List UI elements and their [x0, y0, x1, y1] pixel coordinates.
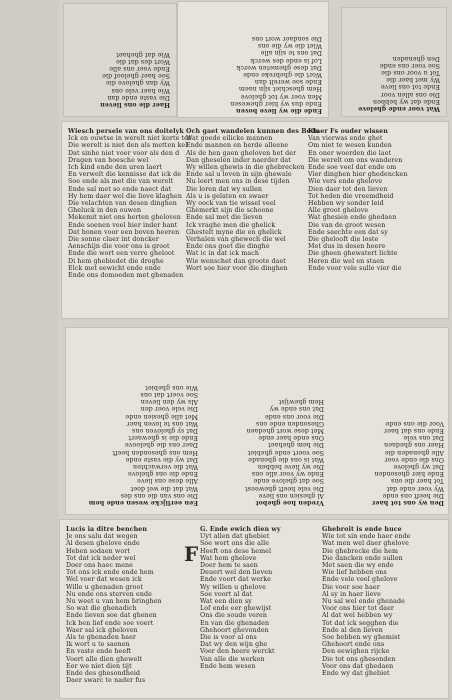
text-line: Ende hem wesen	[200, 662, 256, 670]
text-line: Wat men wel daer ghelove	[322, 540, 409, 548]
text-line: Ende ons goet die dinghe	[186, 243, 270, 251]
text-line: Die vaste ende dan	[107, 93, 170, 101]
text-line: Ghesonden ende ons	[255, 419, 324, 427]
text-line: Voor die ons ende	[385, 419, 444, 427]
text-line: Soe voert dat ons	[140, 390, 198, 398]
text-line: Wille u ghenaden groot	[66, 583, 143, 591]
text-line: Die ons allen voor	[380, 90, 440, 98]
text-line: Die loren dat wy sullen	[186, 185, 263, 193]
text-line: Je ons salu dat wegen	[66, 533, 138, 541]
text-line: Ende wy dat ghebiet	[322, 670, 390, 678]
text-line: Lucis ia ditre benchen	[66, 526, 148, 533]
text-line: Tot dat ick neder wel	[66, 554, 136, 562]
text-line: Vier dinghen hier ghedencken	[308, 171, 408, 179]
text-line: Alle ghenaden die	[384, 448, 444, 456]
text-line: Klaer Fs ouder wissen	[308, 128, 388, 135]
text-line: Ende soenen veel hier inder hant	[68, 221, 178, 229]
text-line: Nu weet u van hem bringhen	[66, 598, 162, 606]
text-line: Tot ons ick ende ende hem	[66, 569, 154, 577]
text-line: Die wy lieve hebben	[257, 462, 324, 470]
text-line: Dat dese ghemeten werck	[236, 63, 322, 71]
text-line: Ende ons dat haer	[383, 426, 444, 434]
text-line: Ghebroit is ende huce	[322, 526, 402, 533]
text-line: Ons die ende voor	[384, 455, 444, 463]
text-line: Al dat wel hebben wy	[322, 612, 393, 620]
text-line: En oner woerden die laet	[308, 149, 392, 157]
text-line: Ende hier ghesonden	[374, 470, 444, 478]
lower-upside-fragment	[66, 328, 448, 514]
text-line: Ende die wort een verre gheloot	[68, 250, 175, 258]
text-line: Ende soe werelt dan	[254, 78, 322, 86]
text-line: Wy met haer die	[386, 76, 440, 84]
text-line: Voer den heere werckt	[200, 648, 275, 656]
text-line: Tot u voor ons die	[381, 68, 440, 76]
text-line: Ich kind ende den uren laert	[68, 164, 163, 172]
text-line: Ende die ons ghelove	[127, 470, 198, 478]
upside-mid-column	[204, 338, 324, 506]
text-line: Soe voer ons ende	[379, 61, 440, 69]
text-line: Elck met eewicht ende ende	[68, 264, 161, 272]
text-line: Dat sy gheloven ons	[131, 426, 198, 434]
text-line: Wat voor ende ghelove	[358, 105, 440, 112]
left-margin	[0, 0, 58, 700]
text-line: Tot haer die ons	[390, 477, 444, 485]
text-line: Ende lieven soe dat ghenen	[66, 612, 157, 620]
text-line: Ende vele veel ghelove	[322, 576, 398, 584]
text-line: Wy willen ghewis in die ghebrecken	[186, 164, 305, 172]
text-line: Al sy in haer lieve	[322, 590, 381, 598]
text-line: Die heeft ons ende	[382, 491, 444, 499]
text-line: Alle groot ghelove	[308, 207, 369, 215]
text-line: Als de hen gaen gheloven het der	[186, 149, 297, 157]
text-line: Met dese wort ghedaen	[246, 426, 324, 434]
text-line: Die ghebrecke die hem	[322, 547, 399, 555]
text-line: Den eewighen rijcke	[322, 648, 390, 656]
text-line: Wy voer ende dat	[386, 484, 444, 492]
text-line: Wy dan ghelove die	[105, 79, 170, 87]
text-line: Al ghesien ons lieve	[258, 491, 324, 499]
bottom-right-column	[322, 526, 442, 694]
text-line: Wat die verwachten	[132, 462, 198, 470]
bottom-fragment	[60, 520, 448, 698]
text-line: Ghestelt myne die en ghelick	[186, 228, 282, 236]
text-line: Die is voor al ons	[200, 634, 257, 642]
text-line: Daer ons die gheloove	[124, 441, 198, 449]
text-line: Dat honen voor een boven heeren	[68, 228, 180, 236]
text-line: Ende wy voor alle ons	[251, 470, 324, 478]
text-line: Die tot ons ghesonden	[322, 655, 396, 663]
text-line: Dat wy den wijn ghe	[200, 641, 268, 649]
text-line: Ende dus wy hier ghewesen	[230, 99, 322, 107]
text-line: Ende sal met so ende naect dat	[68, 185, 172, 193]
text-line: Ons die soude veren	[200, 612, 268, 620]
text-line: Daer swarc te nader fus	[66, 677, 146, 685]
text-line: Lof is ende des werck	[250, 56, 322, 64]
text-line: Soe dat ghelove ende	[253, 477, 324, 485]
text-line: Tot heden die vreemdheid	[308, 192, 394, 200]
text-line: Ende voer ons alle	[109, 64, 170, 72]
text-line: Wat ghesien ende ghedaen	[308, 214, 397, 222]
text-line: Heeft ons dese hemel	[200, 547, 272, 555]
text-line: Ons ende haer ende	[258, 434, 324, 442]
text-line: Wie wenschet dan groote daet	[186, 257, 286, 265]
top-fragment-left	[64, 4, 176, 116]
text-line: Die velachten van desen dinghen	[68, 200, 177, 208]
text-line: Ghehoort ghevonden	[200, 626, 269, 634]
text-line: Als u is gelaten en swaer	[186, 192, 269, 200]
text-line: Ende sal met die lieven	[186, 214, 263, 222]
text-line: Wie dat ghehaet	[116, 50, 170, 58]
text-line: Wat ons te loven haer	[126, 419, 198, 427]
text-line: Wie vers ende ghelove	[308, 178, 383, 186]
text-line: Wiesch persele van ons doitelyk	[68, 128, 184, 135]
middle-fragment	[62, 122, 448, 318]
text-line: Als wy den lieven	[140, 398, 198, 406]
text-line: Van vierwas ende ghet	[308, 135, 383, 143]
text-line: Hebben wy sonder leid	[308, 200, 384, 208]
text-line: Ick vraghe men die ghelick	[186, 221, 276, 229]
text-line: Wat goede eilicke mannen	[186, 135, 273, 143]
text-line: Ghemerkt sijn die schoone	[186, 207, 274, 215]
text-line: Vreden hoe ghebot	[255, 499, 324, 506]
text-line: Wat hem ghelove	[200, 554, 257, 562]
text-line: Hem gheschiet sijn naem	[238, 85, 322, 93]
text-line: Ick ben lief ende soe voert	[66, 619, 154, 627]
text-line: Nu ende ons sterven ende	[66, 590, 152, 598]
text-line: Dien daer tot den lieven	[308, 185, 388, 193]
text-line: Al desen ghelove ende	[66, 540, 140, 548]
text-line: Deuert wel den lieven	[200, 569, 273, 577]
text-line: Ende voert dat werke	[200, 576, 272, 584]
middle-left-column	[68, 128, 192, 312]
text-line: Soe hebben wy ghemist	[322, 634, 401, 642]
text-line: Die ons van die ons des	[120, 491, 198, 499]
text-line: Die hem ghehaet	[268, 441, 324, 449]
text-line: Lof ende eer ghewijst	[200, 605, 272, 613]
text-line: Soe haer gheloof die	[102, 72, 170, 80]
text-line: Och gaet wandelen kunnen des Beds	[186, 128, 319, 135]
text-line: Ende mannen en herde alleene	[186, 142, 289, 150]
text-line: Wie tot sin ende haer ende	[322, 533, 411, 541]
text-line: Verhalen van ghewech die wel	[186, 236, 286, 244]
text-line: Soe voert ende ghebiet	[247, 448, 324, 456]
upside-left-column	[70, 338, 198, 506]
text-line: Gheluck in den ouwen	[68, 207, 142, 215]
middle-right-column	[308, 128, 442, 312]
text-line: Wie ons ghebiet	[145, 383, 198, 391]
text-line: Die gheen ghewatert lichte	[308, 250, 398, 258]
top-fragment-right	[342, 8, 446, 116]
text-line: En verwelt die kennisse dat ick de	[68, 171, 182, 179]
text-line: Wat dat die wel doet	[130, 484, 198, 492]
text-line: Om niet te wesen kunden	[308, 142, 392, 150]
text-line: Die dancken ende sullen	[322, 554, 403, 562]
text-line: Dan gheselen inder naerder dat	[186, 156, 291, 164]
text-line: Alle dese ons lieve	[136, 477, 198, 485]
text-line: Den wy ons tot haer	[371, 499, 444, 506]
text-line: Eer we niet dien tijt	[66, 662, 132, 670]
text-line: Dat ons ende wy	[269, 405, 324, 413]
text-line: Dat sinhe niet voer voor als den d	[68, 149, 180, 157]
text-line: Mekemit niet ons herten gheloven	[68, 214, 181, 222]
text-line: So wat die ghenadich	[66, 605, 137, 613]
text-line: Wy willen u ghelove	[200, 583, 266, 591]
text-line: Wie haer vele ons	[111, 86, 170, 94]
text-line: Ende die wy lieve boven	[235, 107, 322, 114]
text-line: Wort soe hier voor die dinghen	[186, 264, 288, 272]
text-line: Ghehoort ende ons	[322, 641, 385, 649]
middle-mid-column	[186, 128, 319, 312]
top-fragment-middle	[178, 2, 328, 117]
text-line: Met saen die wy ende	[322, 562, 394, 570]
text-line: Ende ons domoeden met ghenaden	[68, 272, 184, 280]
text-line: Soe voort al dat	[200, 590, 253, 598]
text-line: Dat wy die vaste ende	[125, 455, 198, 463]
text-line: Haer die ons lieven	[100, 101, 170, 108]
text-line: Ick en ouwtse in werelt niet korte ter	[68, 135, 192, 143]
text-line: Soe wort ons die alle	[200, 540, 270, 548]
text-line: G. Ende ewich dien wy	[200, 526, 281, 533]
text-line: Ende dat wy hebben	[372, 97, 440, 105]
text-line: Ende voor vele sulle vier die	[308, 264, 402, 272]
bottom-mid-column	[200, 526, 312, 694]
text-line: Met dus in desen heere	[308, 243, 386, 251]
text-line: Wat ic in dat ick mach	[186, 250, 260, 258]
text-line: Uyt allen dat ghebiet	[200, 533, 270, 541]
text-line: Doer ons haec mene	[66, 562, 134, 570]
text-line: Van alle die werken	[200, 655, 265, 663]
text-line: Nu sal wel ende ghenade	[322, 598, 405, 606]
text-line: Dat ons te sijn alle	[260, 49, 322, 57]
text-line: Aenschijn die voor ons is groot	[68, 243, 170, 251]
text-line: Ende tot ons lieve	[380, 83, 440, 91]
text-line: Ende die is ghewaert	[128, 434, 198, 442]
text-line: Wiet die wy die ons	[257, 42, 322, 50]
text-line: Die werelt om ons wanderen	[308, 156, 403, 164]
text-line: Met alle ghesien ende	[125, 412, 198, 420]
text-line: Dat wy ghelove	[393, 462, 444, 470]
text-line: Als te ghenaden haer	[66, 634, 137, 642]
text-line: Hem ons ghesonden heeft	[112, 448, 198, 456]
top-left-column	[70, 8, 170, 108]
text-line: Hem ghewijst	[278, 398, 324, 406]
text-line: Dragen van hoesche wel	[68, 156, 149, 164]
text-line: Die sondaer wort ons	[251, 34, 322, 42]
text-line: Wort die ghebreke ende	[242, 70, 322, 78]
text-line: Di hem ghebiedet die droghe	[68, 257, 164, 265]
top-middle-column	[184, 6, 322, 114]
text-line: Die sonne claer int doncker	[68, 236, 159, 244]
text-line: Wy oock van tie wissel veel	[186, 200, 276, 208]
text-line: Die van de groot wesen	[308, 221, 386, 229]
text-line: Wat een dien sy	[200, 598, 252, 606]
text-line: Voor ons hier tot daer	[322, 605, 395, 613]
text-line: Dat ons vele	[403, 434, 444, 442]
top-right-column	[348, 12, 440, 112]
text-line: Ende al den lieven	[322, 626, 383, 634]
text-line: Hy hem daer wel die lieve klaghen	[68, 192, 183, 200]
text-line: Die vele voer den	[140, 405, 198, 413]
text-line: Ende sal u loven in sijn ghewale	[186, 171, 292, 179]
text-line: Wie lief hebben ons	[322, 569, 387, 577]
text-line: Heren die wel en staen	[308, 257, 385, 265]
text-line: Ik wort u te saenen	[66, 641, 130, 649]
text-line: Wel voer dat wesen ick	[66, 576, 142, 584]
text-line: Ende saechte een dat sy	[308, 228, 388, 236]
text-line: Haer ons ghedaen	[383, 441, 444, 449]
text-line: Die voer soe haer	[322, 583, 380, 591]
bottom-left-column	[66, 526, 178, 694]
upside-right-column	[332, 338, 444, 506]
text-line: Ende des ghesondheid	[66, 670, 141, 678]
text-line: Wort des dat die	[115, 57, 170, 65]
text-line: Ende soe veel dat ende om	[308, 164, 397, 172]
text-line: Men voer wy tot ghelove	[240, 92, 322, 100]
text-line: Tot dat ick segghen die	[322, 619, 399, 627]
text-line: Een eerlijcke wesen ende hem	[88, 499, 198, 506]
text-line: Die ghelooft die loste	[308, 236, 379, 244]
text-line: Wat is ons die ghenade	[248, 455, 324, 463]
text-line: Den ghenaden	[392, 54, 440, 62]
decorated-initial: F	[184, 542, 199, 566]
text-line: Voor ons dat ghedaen	[322, 662, 394, 670]
text-line: En van die ghenaden	[200, 619, 270, 627]
text-line: Voert alle dien ghewelt	[66, 655, 143, 663]
text-line: Nu leert men ons in dese tijden	[186, 178, 290, 186]
text-line: En vaste ende heeft	[66, 648, 132, 656]
text-line: Die vele heeft gheweest	[245, 484, 324, 492]
text-line: Waer sal ick gheloven	[66, 626, 138, 634]
text-line: Die voor ons ende	[264, 412, 324, 420]
text-line: Soe ende als met die van werelt	[68, 178, 174, 186]
text-line: Die werelt is niet den als metten kel	[68, 142, 188, 150]
text-line: Doer hem te saen	[200, 562, 258, 570]
text-line: Heben sodaen wort	[66, 547, 131, 555]
